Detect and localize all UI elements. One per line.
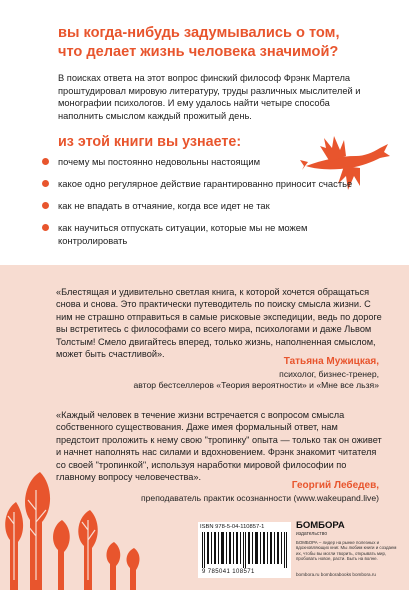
quote-1-role-line-2: автор бестселлеров «Теория вероятности» и «Мне все льзя»: [133, 380, 379, 390]
publisher-logo: БОМБОРА: [296, 520, 345, 531]
quote-2-role: преподаватель практик осознанности (www.wakeupand.live): [141, 493, 379, 503]
intro-paragraph: В поисках ответа на этот вопрос финский философ Фрэнк Мартела проштудировал мировую литературу, труды различных мыслителей и монографии психологов. И ему удалось найти четыре способа наполнить смыслом каждый прожитый день.: [58, 73, 361, 121]
bullet-dot-icon: [42, 224, 49, 231]
headline: [58, 24, 388, 62]
bullet-text: как научиться отпускать ситуации, которые мы не можем контролировать: [58, 222, 308, 246]
barcode-icon: [202, 532, 287, 568]
list-item: [42, 155, 372, 168]
headline-line-1: вы когда-нибудь задумывались о том,: [58, 25, 340, 41]
bullet-dot-icon: [42, 202, 49, 209]
bullet-text: как не впадать в отчаяние, когда все идет не так: [58, 200, 270, 211]
quote-1-role-line-1: психолог, бизнес-тренер,: [279, 369, 379, 379]
list-item: [42, 177, 372, 190]
quote-2-text: «Каждый человек в течение жизни встречается с вопросом смысла собственного существования. Даже имея формальный ответ, нам предстоит проложить к нему свою "тропинку" опыта — только так он оживет и начнет наполнять нас силами и вдохновением. Фрэнк знакомит читателя со своей "тропинкой", используя наработки мировой философии по главному вопросу человечества».: [56, 410, 382, 483]
isbn-text: ISBN 978-5-04-110857-1: [200, 524, 265, 530]
quote-1-role: [134, 369, 379, 391]
bullet-list: [42, 155, 372, 256]
quote-1-author: Татьяна Мужицкая,: [283, 356, 379, 367]
headline-line-2: что делает жизнь человека значимой?: [58, 44, 339, 60]
quote-2-author: Георгий Лебедев,: [291, 480, 379, 491]
bullet-dot-icon: [42, 180, 49, 187]
quote-1-text: «Блестящая и удивительно светлая книга, к которой хочется обращаться снова и снова. Это практически путеводитель по поиску смысла жизни. С ним не страшно отправиться в самые рисковые экспедиции, ведь по дороге вы встретитесь с философами со всего мира, психологами и даже Львом Толстым! Смело двигайтесь вперед, только жизнь, наполненная смыслом, может быть счастливой».: [56, 287, 382, 360]
publisher-logo-sub: издательство: [296, 531, 328, 537]
bullet-text: какое одно регулярное действие гарантированно приносит счастье: [58, 178, 353, 189]
publisher-social: bombora.ru bomborabooks bombora.ru: [296, 572, 376, 577]
barcode-block: [198, 522, 291, 578]
list-item: [42, 221, 372, 247]
subheading: из этой книги вы узнаете:: [58, 134, 242, 150]
publisher-blurb: БОМБОРА – лидер на рынке полезных и вдохновляющих книг. Мы любим книги и создаем их, чтобы вы могли творить, открывать мир, пробовать новое, расти. Быть на волне.: [296, 540, 397, 562]
list-item: [42, 199, 372, 212]
trees-illustration: [0, 450, 160, 590]
bullet-dot-icon: [42, 158, 49, 165]
bullet-text: почему мы постоянно недовольны настоящим: [58, 156, 261, 167]
barcode-number: 9 785041 108571: [202, 569, 255, 575]
